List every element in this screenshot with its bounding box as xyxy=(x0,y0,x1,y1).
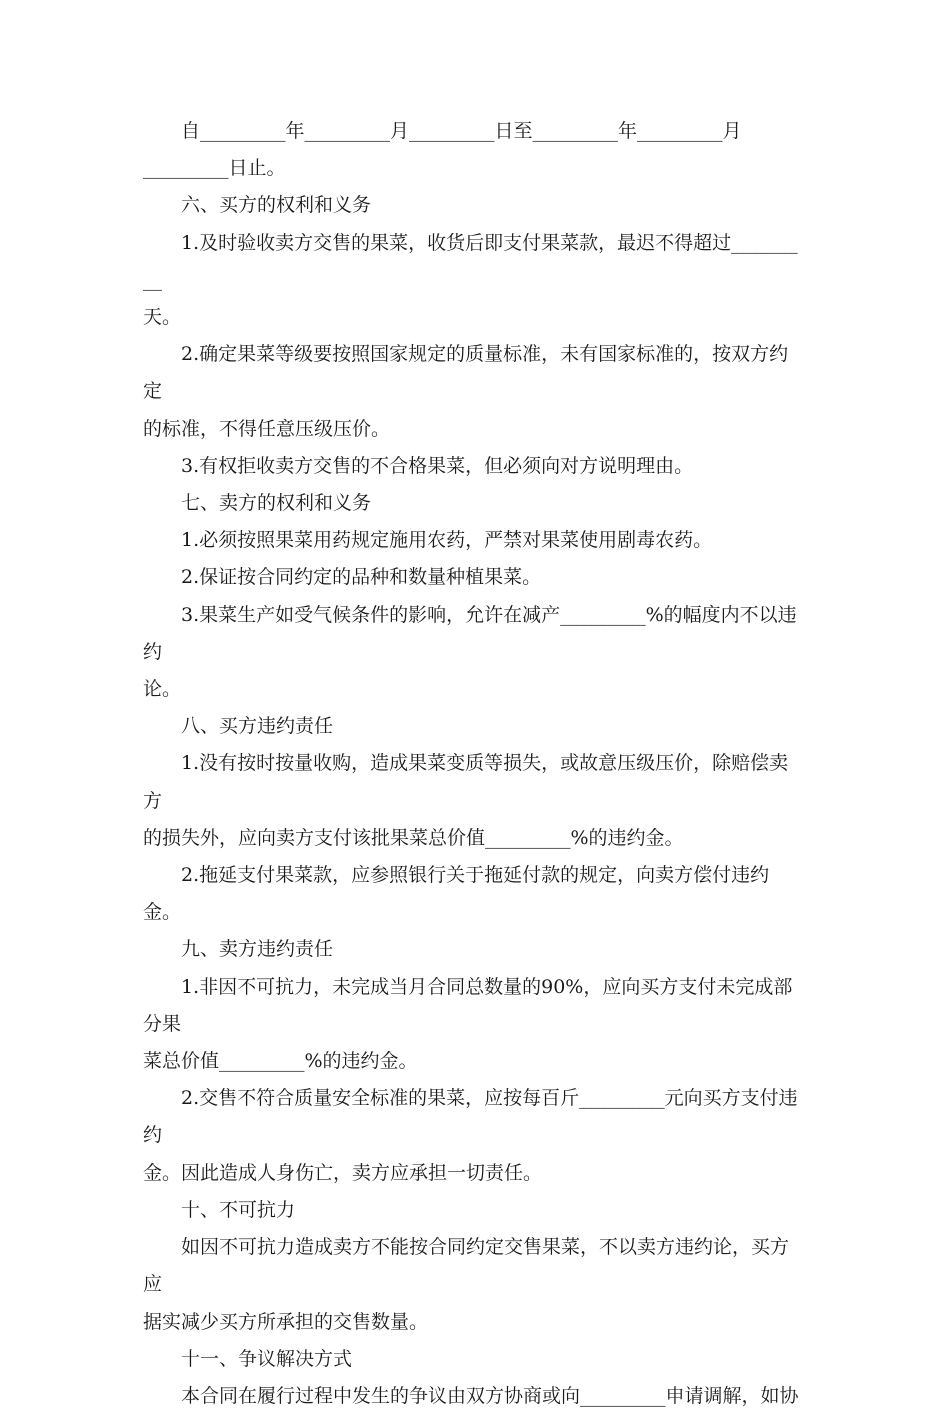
text-line: 金。因此造成人身伤亡，卖方应承担一切责任。 xyxy=(143,1161,543,1184)
text-line: _________日止。 xyxy=(143,157,286,180)
section-heading: 六、买方的权利和义务 xyxy=(181,194,372,217)
text-line: 自_________年_________月_________日至_________年_________月 xyxy=(181,120,742,142)
section-heading: 八、买方违约责任 xyxy=(181,715,334,738)
text-line: 2.拖延支付果菜款，应参照银行关于拖延付款的规定，向卖方偿付违约金。 xyxy=(143,864,770,924)
text-line: 菜总价值_________%的违约金。 xyxy=(143,1050,418,1073)
section-heading: 十一、争议解决方式 xyxy=(181,1347,353,1370)
text-line: 1.及时验收卖方交售的果菜，收货后即支付果菜款，最迟不得超过_________ xyxy=(143,231,798,291)
text-line: 据实减少买方所承担的交售数量。 xyxy=(143,1310,429,1333)
document-body xyxy=(143,113,807,1415)
text-line: 1.没有按时按量收购，造成果菜变质等损失，或故意压级压价，除赔偿卖方 xyxy=(143,752,789,812)
text-line: 本合同在履行过程中发生的争议由双方协商或向_________申请调解，如协 xyxy=(181,1384,799,1407)
text-line: 1.必须按照果菜用药规定施用农药，严禁对果菜使用剧毒农药。 xyxy=(181,529,713,552)
text-line: 论。 xyxy=(143,678,182,701)
text-line: 的标准，不得任意压级压价。 xyxy=(143,417,391,440)
text-line: 的损失外，应向卖方支付该批果菜总价值_________%的违约金。 xyxy=(143,826,684,849)
section-heading: 七、卖方的权利和义务 xyxy=(181,492,372,515)
text-line: 天。 xyxy=(143,306,182,329)
text-line: 2.确定果菜等级要按照国家规定的质量标准，未有国家标准的，按双方约定 xyxy=(143,343,789,403)
text-line: 3.有权拒收卖方交售的不合格果菜，但必须向对方说明理由。 xyxy=(181,454,694,477)
text-line: 1.非因不可抗力，未完成当月合同总数量的90%，应向买方支付未完成部分果 xyxy=(143,975,793,1035)
text-line: 2.保证按合同约定的品种和数量种植果菜。 xyxy=(181,566,542,589)
section-heading: 十、不可抗力 xyxy=(181,1198,296,1221)
text-line: 3.果菜生产如受气候条件的影响，允许在减产_________%的幅度内不以违约 xyxy=(143,603,797,663)
text-line: 2.交售不符合质量安全标准的果菜，应按每百斤_________元向买方支付违约 xyxy=(143,1087,798,1147)
section-heading: 九、卖方违约责任 xyxy=(181,938,334,961)
text-line: 如因不可抗力造成卖方不能按合同约定交售果菜，不以卖方违约论，买方应 xyxy=(143,1236,790,1296)
